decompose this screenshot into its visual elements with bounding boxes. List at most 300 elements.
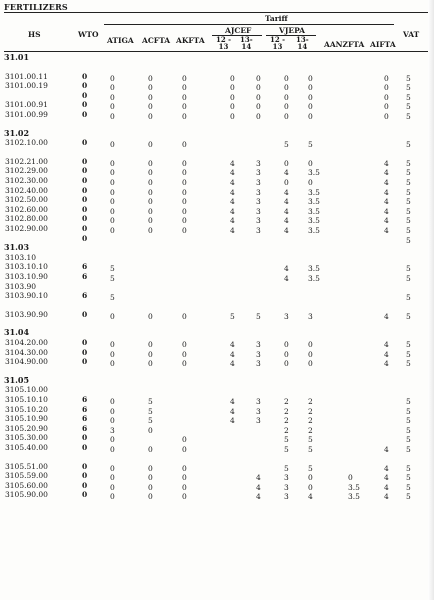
cell-vjepa-1213: 5 xyxy=(284,445,289,454)
cell-atiga: 0 xyxy=(110,178,115,187)
cell-vjepa-1213: 3 xyxy=(284,482,289,492)
cell-wto: 0 xyxy=(82,90,88,100)
cell-ajcef-1314: 3 xyxy=(256,406,261,416)
hs-code: 3102.90.00 xyxy=(5,224,48,233)
section-heading: 31.02 xyxy=(4,127,30,138)
cell-acfta: 0 xyxy=(148,473,153,483)
cell-vjepa-1314: 0 xyxy=(308,83,313,93)
col-header-akfta: AKFTA xyxy=(176,36,205,45)
cell-aanzfta: 3.5 xyxy=(348,482,360,492)
cell-vjepa-1213: 2 xyxy=(284,416,289,426)
cell-akfta: 0 xyxy=(182,311,187,321)
cell-acfta: 0 xyxy=(148,216,153,226)
hs-code: 3105.90.00 xyxy=(5,490,48,500)
cell-vjepa-1314: 0 xyxy=(308,102,313,112)
cell-akfta: 0 xyxy=(182,492,187,502)
cell-vjepa-1213: 0 xyxy=(284,112,289,121)
cell-vat: 5 xyxy=(406,416,411,426)
cell-ajcef-1314: 0 xyxy=(256,83,261,93)
cell-atiga: 0 xyxy=(110,311,115,321)
hs-code: 3103.10.90 xyxy=(5,272,48,281)
cell-atiga: 0 xyxy=(110,216,115,226)
hs-code: 3101.00.99 xyxy=(5,110,48,119)
col-header-vat: VAT xyxy=(403,30,420,39)
cell-vjepa-1314: 3.5 xyxy=(308,226,320,235)
cell-acfta: 0 xyxy=(148,92,153,102)
cell-aifta: 4 xyxy=(384,187,389,197)
cell-atiga: 0 xyxy=(110,463,115,473)
scan-edge-shade xyxy=(428,0,434,600)
cell-atiga: 5 xyxy=(110,274,115,283)
cell-atiga: 0 xyxy=(110,473,115,483)
cell-ajcef-1314: 0 xyxy=(256,92,261,102)
col-header-ajcef-1314: 13- 14 xyxy=(240,35,253,51)
cell-atiga: 0 xyxy=(110,435,115,445)
cell-acfta: 0 xyxy=(148,168,153,178)
cell-vat: 5 xyxy=(406,216,411,226)
cell-ajcef-1213: 4 xyxy=(230,178,235,187)
cell-wto: 6 xyxy=(82,395,88,404)
cell-vjepa-1314: 3.5 xyxy=(308,264,320,274)
cell-atiga: 0 xyxy=(110,349,115,359)
cell-aifta: 4 xyxy=(384,178,389,187)
cell-ajcef-1213: 0 xyxy=(230,73,235,83)
cell-acfta: 0 xyxy=(148,349,153,359)
hs-code: 3103.90.10 xyxy=(5,291,48,301)
cell-vjepa-1314: 3.5 xyxy=(308,187,320,197)
cell-akfta: 0 xyxy=(182,73,187,83)
cell-vjepa-1314: 0 xyxy=(308,178,313,187)
cell-wto: 0 xyxy=(82,156,88,166)
cell-aifta: 4 xyxy=(384,340,389,349)
cell-ajcef-1314: 3 xyxy=(256,349,261,359)
cell-vjepa-1213: 3 xyxy=(284,473,289,483)
cell-vjepa-1213: 3 xyxy=(284,492,289,502)
cell-akfta: 0 xyxy=(182,349,187,359)
cell-vat: 5 xyxy=(406,406,411,416)
cell-wto: 0 xyxy=(82,443,88,452)
cell-vjepa-1213: 5 xyxy=(284,435,289,445)
cell-vjepa-1213: 0 xyxy=(284,73,289,83)
hs-code: 3102.21.00 xyxy=(5,156,48,166)
cell-vjepa-1314: 3.5 xyxy=(308,197,320,207)
cell-wto: 0 xyxy=(82,166,88,176)
cell-vat: 5 xyxy=(406,235,411,245)
cell-aifta: 4 xyxy=(384,226,389,235)
col-header-tariff: Tariff xyxy=(265,14,288,23)
cell-wto: 0 xyxy=(82,176,88,185)
cell-ajcef-1213: 4 xyxy=(230,359,235,369)
cell-ajcef-1314: 5 xyxy=(256,311,261,321)
cell-ajcef-1314: 0 xyxy=(256,102,261,112)
cell-ajcef-1213: 4 xyxy=(230,406,235,416)
cell-atiga: 0 xyxy=(110,206,115,216)
col-header-aifta: AIFTA xyxy=(370,40,396,49)
cell-acfta: 0 xyxy=(148,140,153,150)
cell-ajcef-1213: 4 xyxy=(230,416,235,426)
col-header-acfta: ACFTA xyxy=(142,36,171,45)
cell-vjepa-1213: 2 xyxy=(284,406,289,416)
cell-ajcef-1213: 0 xyxy=(230,83,235,93)
cell-akfta: 0 xyxy=(182,340,187,349)
cell-vjepa-1213: 5 xyxy=(284,463,289,473)
cell-acfta: 0 xyxy=(148,83,153,93)
cell-wto: 0 xyxy=(82,461,88,471)
cell-vjepa-1213: 0 xyxy=(284,92,289,102)
cell-wto: 0 xyxy=(82,433,88,443)
cell-vjepa-1213: 0 xyxy=(284,340,289,349)
cell-akfta: 0 xyxy=(182,197,187,207)
hs-code: 3105.30.00 xyxy=(5,433,48,443)
cell-vat: 5 xyxy=(406,425,411,435)
cell-vjepa-1314: 5 xyxy=(308,435,313,445)
cell-vat: 5 xyxy=(406,102,411,112)
hs-code: 3102.40.00 xyxy=(5,185,48,195)
title-rule xyxy=(4,12,430,13)
col-header-vjepa: VJEPA xyxy=(279,26,305,35)
cell-ajcef-1213: 4 xyxy=(230,226,235,235)
cell-aifta: 4 xyxy=(384,492,389,502)
cell-vjepa-1213: 4 xyxy=(284,168,289,178)
hs-code: 3105.10.20 xyxy=(5,404,48,414)
cell-wto: 0 xyxy=(82,81,88,91)
cell-wto: 6 xyxy=(82,414,88,424)
cell-ajcef-1314: 3 xyxy=(256,397,261,406)
cell-atiga: 0 xyxy=(110,168,115,178)
cell-acfta: 0 xyxy=(148,463,153,473)
section-heading: 31.03 xyxy=(4,242,30,253)
cell-akfta: 0 xyxy=(182,359,187,369)
cell-vjepa-1314: 0 xyxy=(308,359,313,369)
col-header-wto: WTO xyxy=(78,30,99,39)
cell-atiga: 0 xyxy=(110,359,115,369)
cell-vat: 5 xyxy=(406,73,411,83)
cell-vjepa-1213: 4 xyxy=(284,216,289,226)
cell-ajcef-1213: 0 xyxy=(230,92,235,102)
cell-vat: 5 xyxy=(406,397,411,406)
cell-ajcef-1314: 4 xyxy=(256,473,261,483)
cell-acfta: 0 xyxy=(148,226,153,235)
cell-acfta: 0 xyxy=(148,311,153,321)
cell-wto: 0 xyxy=(82,185,88,195)
cell-ajcef-1213: 4 xyxy=(230,197,235,207)
cell-aifta: 4 xyxy=(384,216,389,226)
cell-acfta: 0 xyxy=(148,112,153,121)
cell-aifta: 4 xyxy=(384,168,389,178)
cell-wto: 6 xyxy=(82,262,88,272)
cell-vat: 5 xyxy=(406,311,411,321)
cell-aifta: 0 xyxy=(384,102,389,112)
cell-ajcef-1314: 3 xyxy=(256,416,261,426)
cell-acfta: 0 xyxy=(148,197,153,207)
cell-acfta: 0 xyxy=(148,206,153,216)
cell-vjepa-1213: 4 xyxy=(284,206,289,216)
cell-vjepa-1314: 3 xyxy=(308,311,313,321)
hs-code: 3105.59.00 xyxy=(5,471,48,481)
hs-code: 3101.00.19 xyxy=(5,81,48,91)
cell-acfta: 0 xyxy=(148,482,153,492)
cell-vjepa-1314: 0 xyxy=(308,92,313,102)
hs-code: 3104.30.00 xyxy=(5,347,48,357)
cell-vjepa-1213: 0 xyxy=(284,359,289,369)
cell-vat: 5 xyxy=(406,274,411,283)
cell-vat: 5 xyxy=(406,178,411,187)
cell-vat: 5 xyxy=(406,187,411,197)
cell-vjepa-1213: 0 xyxy=(284,83,289,93)
section-heading: 31.04 xyxy=(4,327,30,338)
cell-ajcef-1314: 3 xyxy=(256,168,261,178)
cell-vat: 5 xyxy=(406,340,411,349)
cell-ajcef-1213: 4 xyxy=(230,340,235,349)
cell-atiga: 0 xyxy=(110,197,115,207)
cell-wto: 0 xyxy=(82,338,88,347)
cell-vat: 5 xyxy=(406,482,411,492)
cell-vat: 5 xyxy=(406,206,411,216)
cell-akfta: 0 xyxy=(182,482,187,492)
cell-ajcef-1314: 3 xyxy=(256,206,261,216)
cell-wto: 0 xyxy=(82,471,88,481)
cell-atiga: 0 xyxy=(110,416,115,426)
cell-akfta: 0 xyxy=(182,445,187,454)
hs-code: 3102.50.00 xyxy=(5,195,48,205)
hs-code: 3105.60.00 xyxy=(5,480,48,490)
cell-vat: 5 xyxy=(406,463,411,473)
document-title: FERTILIZERS xyxy=(4,2,68,12)
cell-vjepa-1213: 3 xyxy=(284,311,289,321)
cell-vjepa-1213: 0 xyxy=(284,102,289,112)
cell-vjepa-1213: 4 xyxy=(284,187,289,197)
col-header-ajcef-1213: 12 - 13 xyxy=(216,35,232,51)
cell-ajcef-1213: 4 xyxy=(230,187,235,197)
cell-vjepa-1314: 3.5 xyxy=(308,274,320,283)
cell-ajcef-1213: 4 xyxy=(230,158,235,168)
cell-atiga: 0 xyxy=(110,112,115,121)
cell-atiga: 0 xyxy=(110,73,115,83)
cell-akfta: 0 xyxy=(182,168,187,178)
hs-code: 3102.60.00 xyxy=(5,204,48,214)
cell-akfta: 0 xyxy=(182,216,187,226)
cell-ajcef-1314: 3 xyxy=(256,187,261,197)
cell-akfta: 0 xyxy=(182,112,187,121)
cell-aifta: 4 xyxy=(384,463,389,473)
cell-akfta: 0 xyxy=(182,140,187,150)
section-heading: 31.05 xyxy=(4,374,30,385)
cell-atiga: 0 xyxy=(110,445,115,454)
cell-aifta: 0 xyxy=(384,83,389,93)
cell-vjepa-1213: 4 xyxy=(284,197,289,207)
col-header-vjepa-1213: 12 - 13 xyxy=(270,35,286,51)
cell-vjepa-1314: 0 xyxy=(308,473,313,483)
cell-acfta: 0 xyxy=(148,425,153,435)
hs-code: 3105.51.00 xyxy=(5,461,48,471)
cell-acfta: 5 xyxy=(148,406,153,416)
cell-vjepa-1213: 4 xyxy=(284,264,289,274)
cell-vat: 5 xyxy=(406,293,411,303)
cell-acfta: 0 xyxy=(148,73,153,83)
cell-aifta: 4 xyxy=(384,359,389,369)
cell-vat: 5 xyxy=(406,473,411,483)
col-header-vjepa-1314: 13- 14 xyxy=(296,35,309,51)
cell-ajcef-1314: 3 xyxy=(256,359,261,369)
tariff-rule xyxy=(104,24,394,25)
hs-code: 3102.80.00 xyxy=(5,214,48,224)
hs-code: 3105.10.10 xyxy=(5,395,48,404)
cell-aanzfta: 0 xyxy=(348,473,353,483)
cell-vjepa-1213: 0 xyxy=(284,178,289,187)
cell-acfta: 0 xyxy=(148,158,153,168)
cell-vat: 5 xyxy=(406,197,411,207)
cell-vjepa-1314: 0 xyxy=(308,112,313,121)
cell-acfta: 5 xyxy=(148,416,153,426)
cell-vjepa-1314: 5 xyxy=(308,140,313,150)
cell-vjepa-1314: 3.5 xyxy=(308,168,320,178)
cell-acfta: 0 xyxy=(148,445,153,454)
cell-vat: 5 xyxy=(406,435,411,445)
hs-code: 3104.90.00 xyxy=(5,357,48,367)
cell-akfta: 0 xyxy=(182,206,187,216)
cell-wto: 0 xyxy=(82,100,88,110)
cell-akfta: 0 xyxy=(182,83,187,93)
cell-acfta: 0 xyxy=(148,102,153,112)
cell-atiga: 0 xyxy=(110,158,115,168)
cell-aifta: 4 xyxy=(384,445,389,454)
cell-atiga: 0 xyxy=(110,187,115,197)
cell-vat: 5 xyxy=(406,264,411,274)
cell-atiga: 0 xyxy=(110,482,115,492)
cell-acfta: 5 xyxy=(148,397,153,406)
cell-ajcef-1314: 3 xyxy=(256,178,261,187)
cell-ajcef-1314: 3 xyxy=(256,216,261,226)
hs-code: 3105.10.00 xyxy=(5,385,48,395)
cell-vjepa-1314: 3.5 xyxy=(308,216,320,226)
cell-wto: 0 xyxy=(82,195,88,205)
cell-vat: 5 xyxy=(406,492,411,502)
cell-vjepa-1314: 0 xyxy=(308,158,313,168)
cell-ajcef-1213: 0 xyxy=(230,102,235,112)
cell-acfta: 0 xyxy=(148,492,153,502)
cell-acfta: 0 xyxy=(148,187,153,197)
cell-vjepa-1213: 0 xyxy=(284,158,289,168)
cell-vjepa-1314: 5 xyxy=(308,463,313,473)
cell-atiga: 0 xyxy=(110,397,115,406)
cell-atiga: 3 xyxy=(110,425,115,435)
cell-atiga: 5 xyxy=(110,264,115,274)
cell-vjepa-1314: 0 xyxy=(308,482,313,492)
hs-code: 3105.20.90 xyxy=(5,423,48,433)
cell-vjepa-1314: 0 xyxy=(308,340,313,349)
cell-aifta: 4 xyxy=(384,473,389,483)
cell-ajcef-1213: 4 xyxy=(230,168,235,178)
cell-akfta: 0 xyxy=(182,187,187,197)
cell-wto: 0 xyxy=(82,480,88,490)
cell-atiga: 0 xyxy=(110,140,115,150)
cell-vat: 5 xyxy=(406,158,411,168)
cell-wto: 0 xyxy=(82,204,88,214)
cell-vjepa-1213: 5 xyxy=(284,140,289,150)
cell-vjepa-1314: 0 xyxy=(308,73,313,83)
cell-aifta: 0 xyxy=(384,112,389,121)
cell-atiga: 0 xyxy=(110,92,115,102)
cell-acfta: 0 xyxy=(148,340,153,349)
cell-wto: 0 xyxy=(82,71,88,81)
cell-vjepa-1314: 2 xyxy=(308,406,313,416)
cell-atiga: 5 xyxy=(110,293,115,303)
cell-atiga: 0 xyxy=(110,226,115,235)
cell-atiga: 0 xyxy=(110,406,115,416)
cell-aifta: 0 xyxy=(384,73,389,83)
cell-vjepa-1314: 2 xyxy=(308,397,313,406)
cell-aifta: 4 xyxy=(384,158,389,168)
section-heading: 31.01 xyxy=(4,52,30,62)
cell-ajcef-1314: 4 xyxy=(256,482,261,492)
cell-ajcef-1213: 4 xyxy=(230,349,235,359)
col-header-ajcef: AJCEF xyxy=(225,26,252,35)
cell-wto: 6 xyxy=(82,291,88,301)
cell-vat: 5 xyxy=(406,349,411,359)
cell-aifta: 0 xyxy=(384,92,389,102)
cell-vat: 5 xyxy=(406,226,411,235)
cell-vjepa-1314: 2 xyxy=(308,425,313,435)
hs-code: 3102.30.00 xyxy=(5,176,48,185)
cell-wto: 0 xyxy=(82,214,88,224)
cell-vjepa-1314: 2 xyxy=(308,416,313,426)
cell-atiga: 0 xyxy=(110,83,115,93)
cell-vjepa-1213: 4 xyxy=(284,226,289,235)
hs-code: 3101.00.91 xyxy=(5,100,48,110)
col-header-aanzfta: AANZFTA xyxy=(324,40,365,49)
cell-atiga: 0 xyxy=(110,102,115,112)
header-bottom-rule xyxy=(4,51,430,52)
cell-aifta: 4 xyxy=(384,206,389,216)
cell-vat: 5 xyxy=(406,445,411,454)
hs-code: 3103.90 xyxy=(5,281,37,291)
cell-vjepa-1314: 4 xyxy=(308,492,313,502)
cell-wto: 0 xyxy=(82,357,88,367)
cell-ajcef-1314: 4 xyxy=(256,492,261,502)
cell-wto: 0 xyxy=(82,347,88,357)
cell-vjepa-1213: 2 xyxy=(284,397,289,406)
cell-ajcef-1314: 3 xyxy=(256,340,261,349)
hs-code: 3104.20.00 xyxy=(5,338,48,347)
cell-akfta: 0 xyxy=(182,226,187,235)
cell-wto: 0 xyxy=(82,110,88,119)
cell-ajcef-1213: 4 xyxy=(230,206,235,216)
cell-ajcef-1213: 5 xyxy=(230,311,235,321)
col-header-hs: HS xyxy=(28,30,41,39)
cell-ajcef-1314: 0 xyxy=(256,73,261,83)
cell-ajcef-1314: 0 xyxy=(256,112,261,121)
cell-wto: 0 xyxy=(82,490,88,500)
cell-vjepa-1314: 0 xyxy=(308,349,313,359)
cell-vjepa-1213: 2 xyxy=(284,425,289,435)
cell-akfta: 0 xyxy=(182,102,187,112)
cell-vat: 5 xyxy=(406,359,411,369)
hs-code: 3103.90.90 xyxy=(5,309,48,319)
cell-atiga: 0 xyxy=(110,340,115,349)
cell-akfta: 0 xyxy=(182,92,187,102)
cell-wto: 0 xyxy=(82,224,88,233)
cell-ajcef-1314: 3 xyxy=(256,226,261,235)
cell-atiga: 0 xyxy=(110,492,115,502)
cell-vat: 5 xyxy=(406,140,411,150)
hs-code: 3105.40.00 xyxy=(5,443,48,452)
col-header-atiga: ATIGA xyxy=(107,36,134,45)
cell-akfta: 0 xyxy=(182,178,187,187)
cell-vjepa-1314: 5 xyxy=(308,445,313,454)
cell-acfta: 0 xyxy=(148,178,153,187)
cell-vat: 5 xyxy=(406,83,411,93)
cell-aifta: 4 xyxy=(384,197,389,207)
